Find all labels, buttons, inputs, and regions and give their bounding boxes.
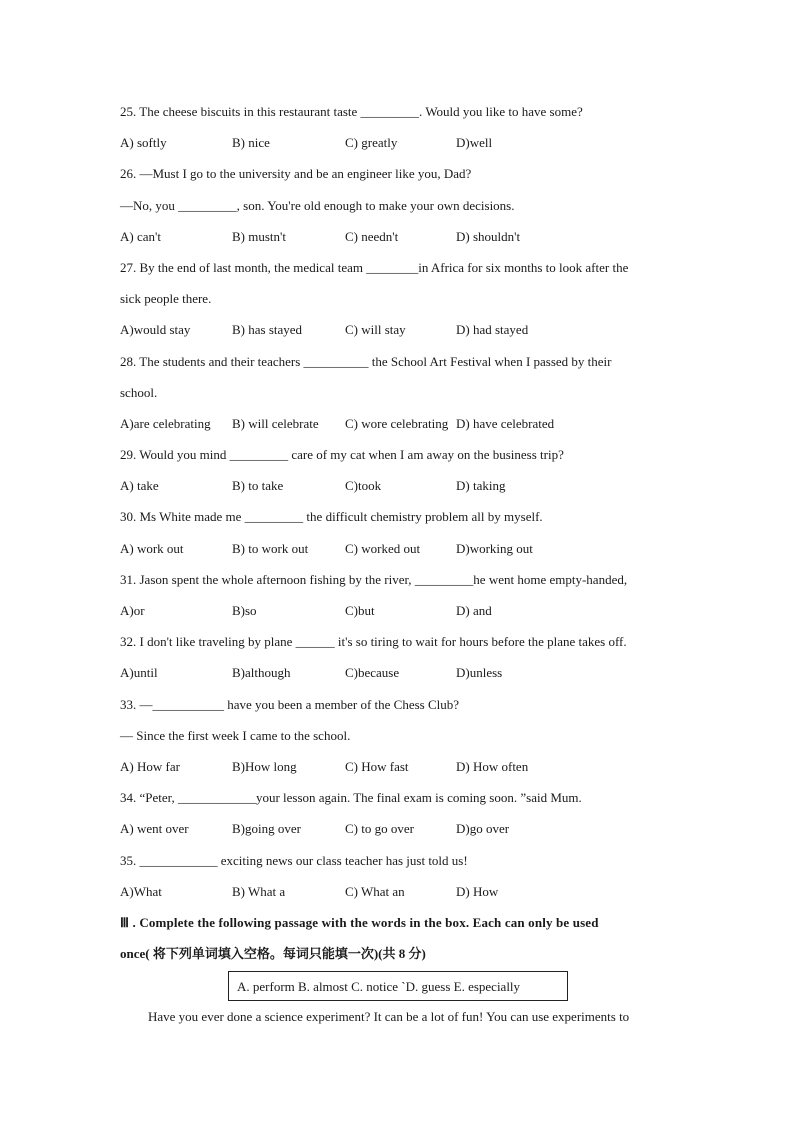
answer-options: [120, 131, 675, 162]
answer-option: D) taking: [456, 478, 506, 494]
answer-option: B) mustn't: [232, 228, 286, 244]
answer-option: C) will stay: [345, 322, 406, 338]
section-heading-line2: once( 将下列单词填入空格。每词只能填一次)(共 8 分): [120, 946, 426, 962]
answer-option: A) softly: [120, 135, 167, 151]
answer-option: A) can't: [120, 228, 161, 244]
answer-option: C) How fast: [345, 758, 409, 774]
answer-options: [120, 318, 675, 349]
word-box: A. perform B. almost C. notice `D. guess E. especially: [228, 971, 568, 1001]
question-text: 27. By the end of last month, the medical team ________in Africa for six months to look after the: [120, 259, 629, 275]
answer-options: [120, 474, 675, 505]
answer-option: D) How often: [456, 758, 529, 774]
question-item: [120, 162, 675, 256]
question-text: 30. Ms White made me _________ the difficult chemistry problem all by myself.: [120, 509, 543, 525]
question-item: [120, 630, 675, 692]
answer-option: B)although: [232, 665, 291, 681]
question-item: [120, 786, 675, 848]
answer-option: C)took: [345, 478, 382, 494]
answer-options: [120, 225, 675, 256]
answer-option: D) had stayed: [456, 322, 529, 338]
answer-option: B) What a: [232, 883, 286, 899]
question-item: [120, 256, 675, 350]
answer-option: D)well: [456, 135, 493, 151]
answer-option: B) nice: [232, 135, 270, 151]
question-text: 29. Would you mind _________ care of my cat when I am away on the business trip?: [120, 447, 564, 463]
question-text: 32. I don't like traveling by plane ______ it's so tiring to wait for hours before the plane takes off.: [120, 634, 627, 650]
passage-line: Have you ever done a science experiment? It can be a lot of fun! You can use experiments to: [148, 1009, 630, 1025]
section-heading: [120, 911, 675, 942]
answer-option: C)because: [345, 665, 400, 681]
question-item: [120, 568, 675, 630]
question-item: [120, 350, 675, 444]
question-text: —No, you _________, son. You're old enough to make your own decisions.: [120, 197, 515, 213]
answer-option: D)go over: [456, 821, 510, 837]
answer-option: C) worked out: [345, 540, 421, 556]
question-list: [120, 100, 675, 911]
answer-option: C) needn't: [345, 228, 399, 244]
answer-option: A) take: [120, 478, 159, 494]
answer-option: A)until: [120, 665, 158, 681]
answer-options: [120, 537, 675, 568]
answer-options: [120, 661, 675, 692]
answer-option: B) to take: [232, 478, 284, 494]
answer-option: D)unless: [456, 665, 503, 681]
question-text: 26. —Must I go to the university and be an engineer like you, Dad?: [120, 166, 472, 182]
question-item: [120, 693, 675, 787]
exam-page: [120, 100, 675, 1036]
answer-options: [120, 880, 675, 911]
question-item: [120, 100, 675, 162]
answer-options: [120, 755, 675, 786]
answer-options: [120, 412, 675, 443]
answer-option: C) What an: [345, 883, 405, 899]
question-item: [120, 443, 675, 505]
answer-option: B) has stayed: [232, 322, 303, 338]
question-text: 34. “Peter, ____________your lesson again. The final exam is coming soon. ”said Mum.: [120, 790, 582, 806]
answer-option: A) work out: [120, 540, 184, 556]
answer-option: B)How long: [232, 758, 297, 774]
answer-option: B)so: [232, 603, 257, 618]
answer-options: [120, 817, 675, 848]
answer-option: B)going over: [232, 821, 301, 837]
answer-option: A)are celebrating: [120, 415, 211, 431]
answer-option: B) will celebrate: [232, 415, 319, 431]
answer-option: C)but: [345, 603, 375, 618]
answer-option: A)would stay: [120, 322, 191, 338]
question-text: 35. ____________ exciting news our class teacher has just told us!: [120, 852, 468, 868]
question-text: sick people there.: [120, 291, 212, 307]
answer-option: A) went over: [120, 821, 189, 837]
answer-option: C) wore celebrating: [345, 415, 449, 431]
answer-option: D) have celebrated: [456, 415, 555, 431]
question-text: 28. The students and their teachers __________ the School Art Festival when I passed by their: [120, 353, 612, 369]
question-text: — Since the first week I came to the school.: [120, 727, 351, 743]
question-text: 31. Jason spent the whole afternoon fishing by the river, _________he went home empty-handed,: [120, 571, 628, 587]
question-text: school.: [120, 384, 158, 400]
answer-option: D)working out: [456, 540, 533, 556]
answer-option: A)or: [120, 603, 145, 618]
answer-option: C) to go over: [345, 821, 414, 837]
answer-option: D) How: [456, 883, 499, 899]
answer-option: D) shouldn't: [456, 228, 521, 244]
answer-option: C) greatly: [345, 135, 398, 151]
answer-options: [120, 599, 675, 630]
section-heading-line1: Ⅲ . Complete the following passage with the words in the box. Each can only be used: [120, 914, 599, 930]
question-text: 25. The cheese biscuits in this restaurant taste _________. Would you like to have some?: [120, 104, 583, 119]
answer-option: A) How far: [120, 758, 180, 774]
question-item: [120, 505, 675, 567]
answer-option: B) to work out: [232, 540, 309, 556]
question-text: 33. —___________ have you been a member of the Chess Club?: [120, 696, 460, 712]
question-item: [120, 849, 675, 911]
answer-option: A)What: [120, 883, 162, 899]
answer-option: D) and: [456, 603, 492, 618]
